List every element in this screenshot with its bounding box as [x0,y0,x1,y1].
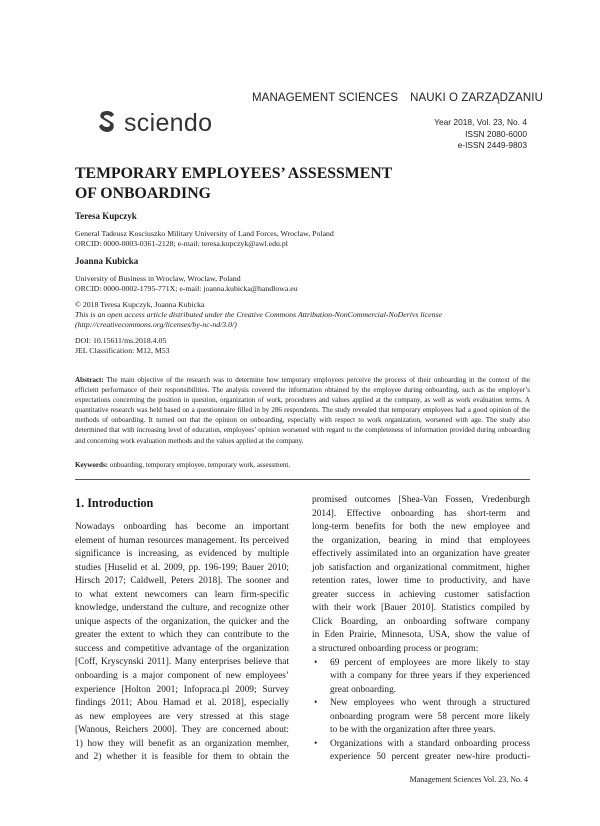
text-line: findings 2011; Abou Hamad et al. 2018], especially [75,698,289,709]
text-line: 1) how they will benefit as an organization member, [75,738,289,749]
text-line: 2014]. Effective onboarding has short-term and [312,508,530,519]
text-line: Click Boarding, an onboarding software company [312,616,530,627]
text-line: with a company for three years if they experienced [330,671,530,682]
affiliation-line: General Tadeusz Kosciuszko Military University of Land Forces, Wroclaw, Poland [75,229,334,238]
text-line: unique aspects of the organization, the quicker and the [75,616,289,627]
text-line: onboarding program were 58 percent more likely [330,711,530,722]
section-heading: 1. Introduction [75,496,154,510]
copyright-line: © 2018 Teresa Kupczyk, Joanna Kubicka [75,300,205,309]
text-line: and 2) whether it is feasible for them to obtain the [75,752,289,763]
affiliation-line: University of Business in Wroclaw, Wroclaw, Poland [75,274,241,283]
text-line: knowledge, understand the culture, and recognize other [75,603,289,614]
keywords-text: onboarding, temporary employee, temporary work, assessment. [109,461,291,469]
text-line: in Eden Prairie, Minnesota, USA, show the value of [312,630,530,641]
orcid-line: ORCID: 0000-0003-0361-2128; e-mail: teresa.kupczyk@awl.edu.pl [75,239,288,249]
license-block [75,300,530,331]
author-name: Joanna Kubicka [75,256,139,266]
author-affiliation [75,229,530,249]
left-column [75,521,289,765]
bullet-item [312,697,530,738]
title-line: TEMPORARY EMPLOYEES’ ASSESSMENT [75,165,393,182]
text-line: to what extent newcomers can learn firm-specific [75,589,289,600]
text-line: experience [Holton 2001; Infopraca.pl 2009; Survey [75,684,289,695]
article-meta [75,336,530,356]
abstract-text: The main objective of the research was to determine how temporary employees perceive the process of their onboarding in the context of the efficient performance of their responsibilities. The analysis covered the information obtained by the employee during onboarding, such as the employer’s expectations concerning the position in question, organization of work, procedures and values applied at the company, as well as work evaluation terms. A quantitative research was held based on a questionnaire filled in by 286 respondents. The study revealed that temporary employees had a good opinion of the methods of onboarding. It turned out that the opinion on onboarding, especially with respect to work organization, worsened with age. The study also determined that with increasing level of education, employees’ opinion worsened with regard to the completeness of information provided during onboarding and concerning work evaluation methods and the values applied at the company. [75,376,530,445]
issue-year-volume: Year 2018, Vol. 23, No. 4 [434,117,527,127]
text-line: greater the extent to which they can contribute to the [75,630,289,641]
text-line: great onboarding. [330,684,397,695]
bullet-glyph: • [314,738,318,749]
text-line: [Coff, Kryscynski 2011]. Many enterprises believe that [75,657,289,668]
keywords [75,461,530,469]
jel-classification: JEL Classification: M12, M53 [75,346,170,356]
text-line: studies [Huselid et al. 2009, pp. 196-199; Bauer 2010; [75,562,289,573]
license-url: (http://creativecommons.org/licenses/by-nc-nd/3.0/) [75,320,237,330]
text-line: a structured onboarding process or program: [312,644,479,655]
author-name: Teresa Kupczyk [75,211,137,221]
doi: DOI: 10.15611/ms.2018.4.05 [75,336,167,345]
text-line: effectively assimilated into an organization have greater [312,549,530,560]
license-line: This is an open access article distributed under the Creative Commons Attribution-NonCommercial-NoDerivs license [75,310,442,320]
text-line: significance is increasing, as evidenced by multiple [75,549,289,560]
text-line: Organizations with a standard onboarding process [330,738,530,749]
bullet-glyph: • [314,698,318,709]
journal-name-en: MANAGEMENT SCIENCES [252,92,399,104]
sciendo-logo [97,108,212,138]
text-line: onboarding is a major component of new employees’ [75,671,289,682]
text-line: [Wanous, Reichers 2000]. They are concerned about: [75,725,289,736]
text-line: greater success in achieving customer satisfaction [312,589,530,600]
text-line: long-term benefits for both the new employee and [312,522,530,533]
text-line: the organization, bearing in mind that employees [312,535,530,546]
article-title [75,164,515,203]
bullet-glyph: • [314,657,318,668]
text-line: New employees who went through a structured [330,698,530,709]
author-affiliation [75,274,530,294]
text-line: Hirsch 2017; Caldwell, Peters 2018]. The sooner and [75,576,289,587]
journal-name-pl: NAUKI O ZARZĄDZANIU [410,92,543,104]
keywords-label: Keywords: [75,461,109,469]
text-line: Nowadays onboarding has become an important [75,522,289,532]
text-line: promised outcomes [Shea-Van Fossen, Vredenburgh [312,495,530,505]
sciendo-logo-icon [97,110,117,136]
journal-name [252,92,543,104]
text-line: with their work [Bauer 2010]. Statistics compiled by [312,603,530,614]
logo-text: sciendo [124,109,213,137]
abstract [75,375,530,446]
page-footer: Management Sciences Vol. 23, No. 4 [409,775,528,784]
text-line: element of human resources management. Its perceived [75,535,289,546]
text-line: retention rates, lower time to productivity, and have [312,576,530,587]
issue-eissn: e-ISSN 2449-9803 [457,140,527,151]
section-divider [75,479,530,480]
abstract-label: Abstract: [75,376,104,384]
text-line: as new employees are very stressed at this stage [75,711,289,722]
bullet-item [312,738,530,765]
orcid-line: ORCID: 0000-0002-1795-771X; e-mail: joanna.kubicka@handlowa.eu [75,284,298,294]
text-line: to be with the organization after three years. [330,725,496,736]
issue-issn: ISSN 2080-6000 [465,128,527,139]
title-line: OF ONBOARDING [75,184,211,202]
text-line: success and competitive advantage of the organization [75,643,289,654]
right-column [312,494,530,765]
text-line: 69 percent of employees are more likely to stay [330,657,530,668]
bullet-item [312,657,530,698]
text-line: job satisfaction and organizational commitment, higher [312,562,530,573]
text-line: experience 50 percent greater new-hire producti- [330,752,530,763]
issue-info [434,117,527,152]
